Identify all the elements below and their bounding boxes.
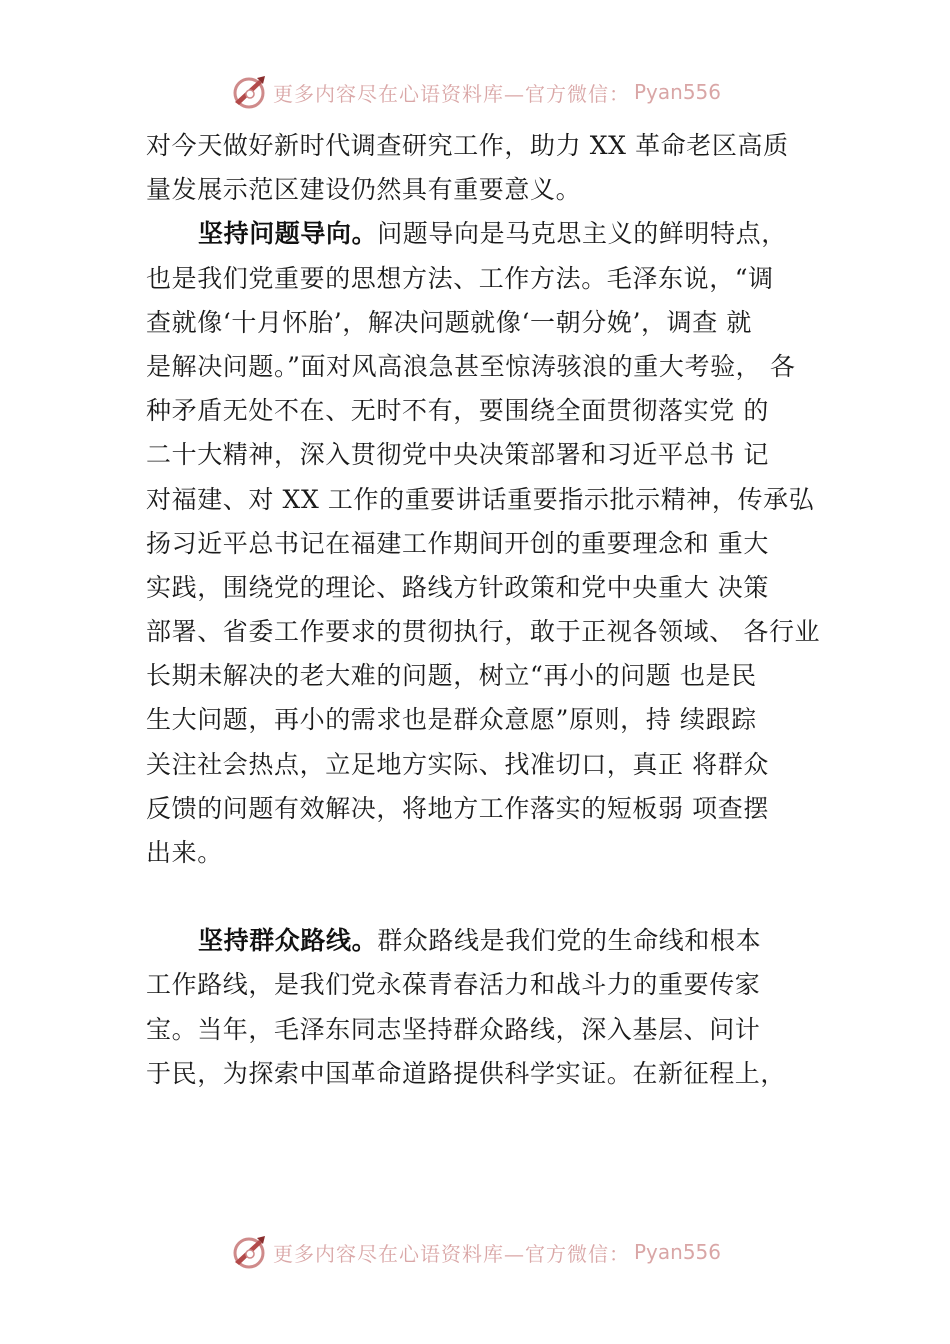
banner-wechat-id: Pyan556 (633, 80, 721, 104)
text-line: 对福建、对 XX 工作的重要讲话重要指示批示精神，传承弘 (146, 484, 815, 514)
paragraph-mass-line (146, 919, 836, 1096)
text-line: 宝。当年，毛泽东同志坚持群众路线，深入基层、问计 (146, 1014, 761, 1044)
text-line: 对今天做好新时代调查研究工作，助力 XX 革命老区高质 (146, 131, 789, 160)
text-run: 群众路线是我们党的生命线和根本 (377, 926, 762, 956)
text-line: 部署、省委工作要求的贯彻执行，敢于正视各领域、 各行业 (146, 617, 821, 647)
banner-wechat-id: Pyan556 (633, 1240, 721, 1264)
paragraph-intro (146, 124, 836, 212)
banner-text: 更多内容尽在心语资料库—官方微信： (272, 81, 630, 106)
text-line: 工作路线，是我们党永葆青春活力和战斗力的重要传家 (146, 970, 761, 1000)
text-line: 量发展示范区建设仍然具有重要意义。 (146, 175, 582, 205)
text-line: 反馈的问题有效解决，将地方工作落实的短板弱 项查摆 (146, 793, 769, 823)
document-body (146, 124, 836, 1096)
text-line: 二十大精神，深入贯彻党中央决策部署和习近平总书 记 (146, 440, 769, 470)
pen-logo-icon (229, 1232, 269, 1272)
text-line: 实践，围绕党的理论、路线方针政策和党中央重大 决策 (146, 572, 769, 602)
text-line: 生大问题，再小的需求也是群众意愿”原则，持 续跟踪 (146, 705, 757, 735)
text-line (146, 919, 836, 963)
text-line: 长期未解决的老大难的问题，树立“再小的问题 也是民 (146, 661, 757, 691)
pen-logo-icon (229, 72, 269, 112)
text-line (146, 212, 836, 256)
text-line: 也是我们党重要的思想方法、工作方法。毛泽东说，“调 (146, 263, 774, 293)
text-line: 查就像‘十月怀胎’，解决问题就像‘一朝分娩’，调查 就 (146, 307, 752, 337)
text-line: 是解决问题。”面对风高浪急甚至惊涛骇浪的重大考验， 各 (146, 351, 796, 381)
text-line: 扬习近平总书记在福建工作期间开创的重要理念和 重大 (146, 528, 769, 558)
paragraph-spacer (146, 875, 836, 919)
text-line: 关注社会热点，立足地方实际、找准切口，真正 将群众 (146, 749, 769, 779)
header-banner (0, 70, 950, 114)
text-line: 于民，为探索中国革命道路提供科学实证。在新征程上， (146, 1058, 787, 1088)
section-lead: 坚持群众路线。 (198, 926, 378, 956)
text-line: 种矛盾无处不在、无时不有，要围绕全面贯彻落实党 的 (146, 396, 769, 426)
text-run: 问题导向是马克思主义的鲜明特点， (377, 219, 787, 249)
paragraph-problem-oriented (146, 212, 836, 875)
text-line: 出来。 (146, 838, 223, 867)
banner-text: 更多内容尽在心语资料库—官方微信： (272, 1241, 630, 1266)
footer-banner (0, 1230, 950, 1274)
section-lead: 坚持问题导向。 (198, 219, 378, 249)
